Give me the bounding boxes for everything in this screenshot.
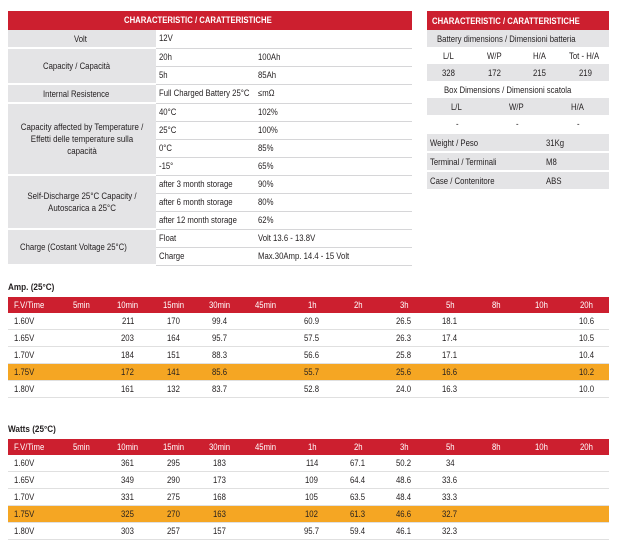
amp-voltage-cell: 1.60V <box>8 313 60 330</box>
temperature: 0°C <box>156 139 255 157</box>
watts-value-cell: 349 <box>106 472 152 489</box>
watts-value-cell: 48.6 <box>382 472 428 489</box>
amp-value-cell <box>336 364 382 381</box>
watts-value-cell: 290 <box>152 472 198 489</box>
dimensions-title: CHARACTERISTIC / CARATTERISTICHE <box>427 11 609 30</box>
amp-value-cell: 56.6 <box>290 347 336 364</box>
watts-value-cell: 183 <box>198 455 244 472</box>
properties-table <box>427 132 609 189</box>
amp-value-cell: 18.1 <box>428 313 474 330</box>
amp-value-cell: 132 <box>152 381 198 398</box>
amp-value-cell: 17.1 <box>428 347 474 364</box>
storage-capacity: 90% <box>255 175 412 193</box>
watts-value-cell: 102 <box>290 506 336 523</box>
watts-value-cell <box>474 506 520 523</box>
watts-value-cell <box>244 523 290 540</box>
watts-column-header: 8h <box>474 439 520 455</box>
watts-value-cell: 64.4 <box>336 472 382 489</box>
amp-value-cell: 151 <box>152 347 198 364</box>
watts-column-header: F.V/Time <box>8 439 60 455</box>
amp-table-row <box>8 330 609 347</box>
battery-dim-header: Tot - H/A <box>564 47 610 64</box>
amp-value-cell: 16.6 <box>428 364 474 381</box>
storage-capacity: 62% <box>255 211 412 229</box>
watts-value-cell: 33.6 <box>428 472 474 489</box>
amp-value-cell: 203 <box>106 330 152 347</box>
watts-value-cell <box>520 523 566 540</box>
amp-column-header: 10h <box>520 297 566 313</box>
temperature-label: Capacity affected by Temperature / Effetti delle temperature sulla capacità <box>8 103 156 175</box>
amp-table-title: Amp. (25°C) <box>8 282 55 293</box>
storage-period: after 6 month storage <box>156 193 255 211</box>
amp-column-header: 1h <box>290 297 336 313</box>
amp-value-cell <box>336 381 382 398</box>
battery-dim-value: 172 <box>473 64 519 81</box>
amp-value-cell: 57.5 <box>290 330 336 347</box>
charge-value: Max.30Amp. 14.4 - 15 Volt <box>255 247 412 265</box>
capacity-label: Capacity / Capacità <box>8 48 156 84</box>
watts-value-cell <box>244 489 290 506</box>
battery-dim-header: H/A <box>518 47 564 64</box>
amp-value-cell <box>60 330 106 347</box>
amp-voltage-cell: 1.65V <box>8 330 60 347</box>
watts-value-cell: 59.4 <box>336 523 382 540</box>
capacity-value: 85Ah <box>255 66 412 84</box>
watts-value-cell <box>520 506 566 523</box>
watts-discharge-table <box>8 439 609 540</box>
amp-value-cell: 10.0 <box>566 381 609 398</box>
watts-value-cell: 168 <box>198 489 244 506</box>
dimensions-panel <box>427 11 609 189</box>
amp-column-header: 15min <box>152 297 198 313</box>
amp-column-header: 8h <box>474 297 520 313</box>
watts-value-cell: 67.1 <box>336 455 382 472</box>
amp-column-header: 5min <box>60 297 106 313</box>
storage-capacity: 80% <box>255 193 412 211</box>
amp-value-cell: 10.6 <box>566 313 609 330</box>
amp-value-cell <box>336 313 382 330</box>
amp-value-cell <box>60 364 106 381</box>
watts-value-cell <box>520 472 566 489</box>
amp-value-cell: 25.8 <box>382 347 428 364</box>
amp-value-cell: 141 <box>152 364 198 381</box>
watts-voltage-cell: 1.80V <box>8 523 60 540</box>
volt-value: 12V <box>156 30 412 48</box>
watts-value-cell: 63.5 <box>336 489 382 506</box>
amp-voltage-cell: 1.70V <box>8 347 60 364</box>
watts-value-cell: 157 <box>198 523 244 540</box>
amp-value-cell: 99.4 <box>198 313 244 330</box>
watts-value-cell <box>60 506 106 523</box>
terminal-value: M8 <box>543 152 609 171</box>
watts-voltage-cell: 1.70V <box>8 489 60 506</box>
amp-value-cell <box>474 347 520 364</box>
watts-value-cell: 50.2 <box>382 455 428 472</box>
watts-value-cell: 361 <box>106 455 152 472</box>
amp-column-header: 3h <box>382 297 428 313</box>
charge-label: Charge (Costant Voltage 25°C) <box>8 229 156 265</box>
amp-value-cell <box>244 364 290 381</box>
amp-column-header: 20h <box>566 297 609 313</box>
amp-value-cell <box>244 381 290 398</box>
amp-column-header: 30min <box>198 297 244 313</box>
watts-column-header: 10min <box>106 439 152 455</box>
watts-value-cell: 325 <box>106 506 152 523</box>
watts-value-cell <box>60 472 106 489</box>
watts-column-header: 30min <box>198 439 244 455</box>
watts-column-header: 3h <box>382 439 428 455</box>
amp-value-cell <box>60 381 106 398</box>
watts-value-cell: 33.3 <box>428 489 474 506</box>
watts-value-cell <box>566 489 609 506</box>
watts-value-cell: 46.6 <box>382 506 428 523</box>
capacity-time: 5h <box>156 66 255 84</box>
amp-value-cell <box>520 381 566 398</box>
amp-value-cell: 172 <box>106 364 152 381</box>
watts-value-cell <box>60 489 106 506</box>
box-dim-header: L/L <box>427 98 488 115</box>
capacity-time: 20h <box>156 48 255 66</box>
amp-value-cell <box>474 313 520 330</box>
amp-column-header: 45min <box>244 297 290 313</box>
watts-voltage-cell: 1.65V <box>8 472 60 489</box>
amp-value-cell: 10.4 <box>566 347 609 364</box>
watts-value-cell <box>566 506 609 523</box>
amp-value-cell <box>520 313 566 330</box>
amp-value-cell <box>520 364 566 381</box>
temperature: 25°C <box>156 121 255 139</box>
temperature-capacity: 100% <box>255 121 412 139</box>
temperature-capacity: 85% <box>255 139 412 157</box>
dimensions-table <box>427 11 609 81</box>
watts-column-header: 2h <box>336 439 382 455</box>
charge-mode: Charge <box>156 247 255 265</box>
amp-voltage-cell: 1.80V <box>8 381 60 398</box>
watts-column-header: 15min <box>152 439 198 455</box>
weight-value: 31Kg <box>543 133 609 152</box>
watts-voltage-cell: 1.75V <box>8 506 60 523</box>
amp-value-cell <box>244 313 290 330</box>
amp-value-cell: 55.7 <box>290 364 336 381</box>
watts-table-row <box>8 489 609 506</box>
amp-table-row <box>8 347 609 364</box>
temperature: -15° <box>156 157 255 175</box>
watts-value-cell <box>474 472 520 489</box>
amp-column-header: 5h <box>428 297 474 313</box>
watts-column-header: 1h <box>290 439 336 455</box>
watts-value-cell <box>244 472 290 489</box>
amp-table-row <box>8 364 609 381</box>
amp-discharge-table <box>8 297 609 398</box>
watts-value-cell: 48.4 <box>382 489 428 506</box>
amp-value-cell: 10.2 <box>566 364 609 381</box>
amp-table-row <box>8 313 609 330</box>
internal-resistance-value: ≤mΩ <box>255 84 412 103</box>
box-dim-value: - <box>548 115 609 132</box>
watts-value-cell: 34 <box>428 455 474 472</box>
battery-dimensions-label: Battery dimensions / Dimensioni batteria <box>427 30 609 47</box>
amp-column-header: 2h <box>336 297 382 313</box>
amp-value-cell: 95.7 <box>198 330 244 347</box>
watts-column-header: 5h <box>428 439 474 455</box>
amp-value-cell <box>474 330 520 347</box>
watts-value-cell: 295 <box>152 455 198 472</box>
watts-column-header: 5min <box>60 439 106 455</box>
weight-label: Weight / Peso <box>427 133 543 152</box>
amp-table-row <box>8 381 609 398</box>
watts-value-cell <box>520 455 566 472</box>
amp-value-cell: 83.7 <box>198 381 244 398</box>
amp-value-cell <box>474 381 520 398</box>
watts-value-cell: 32.7 <box>428 506 474 523</box>
battery-dim-header: L/L <box>427 47 473 64</box>
amp-value-cell <box>520 330 566 347</box>
watts-value-cell <box>60 455 106 472</box>
amp-value-cell: 25.6 <box>382 364 428 381</box>
amp-value-cell: 161 <box>106 381 152 398</box>
amp-value-cell: 170 <box>152 313 198 330</box>
amp-value-cell <box>336 330 382 347</box>
amp-value-cell: 184 <box>106 347 152 364</box>
box-dimensions-label: Box Dimensions / Dimensioni scatola <box>427 81 609 98</box>
amp-value-cell: 26.3 <box>382 330 428 347</box>
amp-value-cell <box>244 330 290 347</box>
watts-value-cell: 331 <box>106 489 152 506</box>
watts-value-cell <box>60 523 106 540</box>
amp-value-cell <box>520 347 566 364</box>
amp-value-cell: 164 <box>152 330 198 347</box>
amp-value-cell: 16.3 <box>428 381 474 398</box>
box-dim-header: H/A <box>548 98 609 115</box>
volt-label: Volt <box>8 30 156 48</box>
watts-table-row <box>8 472 609 489</box>
watts-voltage-cell: 1.60V <box>8 455 60 472</box>
characteristic-title: CHARACTERISTIC / CARATTERISTICHE <box>8 11 412 30</box>
watts-table-row <box>8 455 609 472</box>
amp-value-cell: 52.8 <box>290 381 336 398</box>
watts-value-cell: 173 <box>198 472 244 489</box>
watts-value-cell <box>566 523 609 540</box>
capacity-value: 100Ah <box>255 48 412 66</box>
amp-value-cell: 17.4 <box>428 330 474 347</box>
case-label: Case / Contenitore <box>427 171 543 189</box>
watts-value-cell: 32.3 <box>428 523 474 540</box>
watts-table-title: Watts (25°C) <box>8 424 56 435</box>
box-dim-header: W/P <box>488 98 549 115</box>
watts-value-cell: 109 <box>290 472 336 489</box>
amp-value-cell <box>244 347 290 364</box>
temperature: 40°C <box>156 103 255 121</box>
amp-value-cell: 85.6 <box>198 364 244 381</box>
watts-column-header: 20h <box>566 439 609 455</box>
amp-column-header: F.V/Time <box>8 297 60 313</box>
amp-value-cell: 211 <box>106 313 152 330</box>
amp-column-header: 10min <box>106 297 152 313</box>
amp-value-cell: 10.5 <box>566 330 609 347</box>
watts-value-cell: 257 <box>152 523 198 540</box>
amp-value-cell <box>60 313 106 330</box>
box-dim-value: - <box>488 115 549 132</box>
box-dimensions-table <box>427 81 609 132</box>
battery-dim-value: 328 <box>427 64 473 81</box>
temperature-capacity: 65% <box>255 157 412 175</box>
watts-value-cell <box>244 455 290 472</box>
watts-table-row <box>8 523 609 540</box>
charge-value: Volt 13.6 - 13.8V <box>255 229 412 247</box>
internal-resistance-condition: Full Charged Battery 25°C <box>156 84 255 103</box>
amp-value-cell <box>474 364 520 381</box>
watts-value-cell: 275 <box>152 489 198 506</box>
amp-value-cell: 24.0 <box>382 381 428 398</box>
characteristic-table <box>8 11 412 266</box>
temperature-capacity: 102% <box>255 103 412 121</box>
amp-value-cell <box>336 347 382 364</box>
watts-value-cell <box>474 523 520 540</box>
watts-table-row <box>8 506 609 523</box>
watts-value-cell: 61.3 <box>336 506 382 523</box>
watts-value-cell: 114 <box>290 455 336 472</box>
self-discharge-label: Self-Discharge 25°C Capacity / Autoscarica a 25°C <box>8 175 156 229</box>
watts-value-cell <box>474 489 520 506</box>
watts-value-cell: 95.7 <box>290 523 336 540</box>
battery-dim-value: 215 <box>518 64 564 81</box>
internal-resistance-label: Internal Resistence <box>8 84 156 103</box>
storage-period: after 3 month storage <box>156 175 255 193</box>
case-value: ABS <box>543 171 609 189</box>
watts-value-cell: 303 <box>106 523 152 540</box>
watts-value-cell <box>566 455 609 472</box>
watts-column-header: 45min <box>244 439 290 455</box>
watts-value-cell: 46.1 <box>382 523 428 540</box>
watts-value-cell <box>474 455 520 472</box>
battery-dim-header: W/P <box>473 47 519 64</box>
battery-dim-value: 219 <box>564 64 610 81</box>
amp-voltage-cell: 1.75V <box>8 364 60 381</box>
amp-value-cell: 60.9 <box>290 313 336 330</box>
watts-value-cell <box>566 472 609 489</box>
watts-value-cell <box>520 489 566 506</box>
watts-value-cell: 105 <box>290 489 336 506</box>
amp-value-cell <box>60 347 106 364</box>
watts-value-cell: 270 <box>152 506 198 523</box>
watts-value-cell <box>244 506 290 523</box>
watts-value-cell: 163 <box>198 506 244 523</box>
amp-value-cell: 88.3 <box>198 347 244 364</box>
storage-period: after 12 month storage <box>156 211 255 229</box>
watts-column-header: 10h <box>520 439 566 455</box>
terminal-label: Terminal / Terminali <box>427 152 543 171</box>
amp-value-cell: 26.5 <box>382 313 428 330</box>
box-dim-value: - <box>427 115 488 132</box>
charge-mode: Float <box>156 229 255 247</box>
